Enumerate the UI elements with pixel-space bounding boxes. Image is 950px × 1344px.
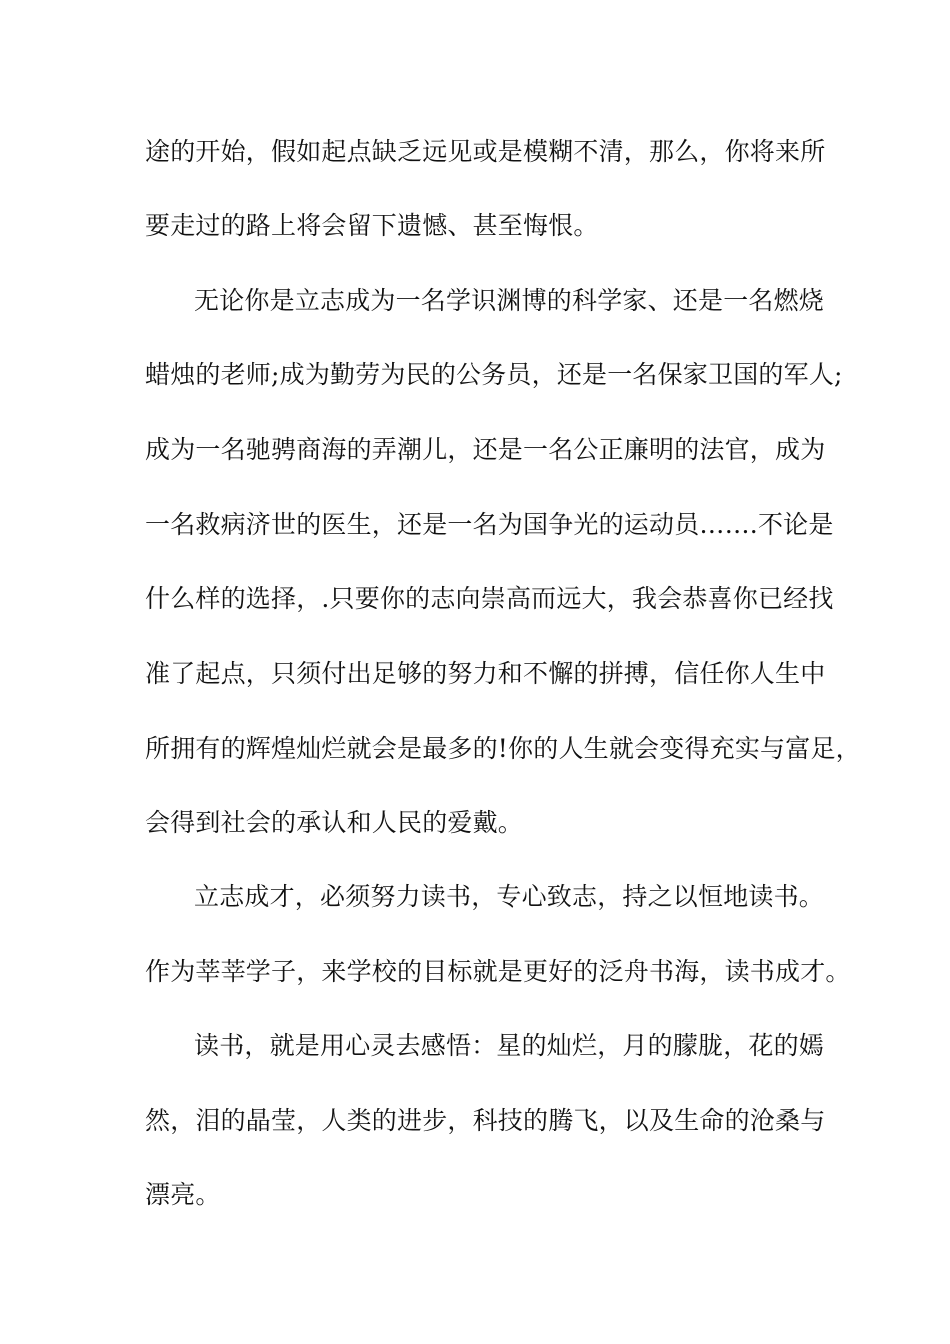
text-line-3: 无论你是立志成为一名学识渊博的科学家、还是一名燃烧 <box>194 286 825 315</box>
text-line-11: 立志成才，必须努力读书，专心致志，持之以恒地读书。 <box>194 882 825 911</box>
text-line-15: 漂亮。 <box>145 1180 221 1209</box>
text-line-12: 作为莘莘学子，来学校的目标就是更好的泛舟书海，读书成才。 <box>145 957 851 986</box>
text-line-5: 成为一名驰骋商海的弄潮儿，还是一名公正廉明的法官，成为 <box>145 435 826 464</box>
text-line-7: 什么样的选择，.只要你的志向崇高而远大，我会恭喜你已经找 <box>145 584 834 613</box>
text-line-8: 准了起点，只须付出足够的努力和不懈的拼搏，信任你人生中 <box>145 659 826 688</box>
text-line-10: 会得到社会的承认和人民的爱戴。 <box>145 808 524 837</box>
text-line-6: 一名救病济世的医生，还是一名为国争光的运动员…….不论是 <box>145 510 834 539</box>
text-line-2: 要走过的路上将会留下遗憾、甚至悔恨。 <box>145 211 599 240</box>
text-line-13: 读书，就是用心灵去感悟：星的灿烂，月的朦胧，花的嫣 <box>194 1031 825 1060</box>
text-line-9: 所拥有的辉煌灿烂就会是最多的!你的人生就会变得充实与富足， <box>145 734 861 763</box>
text-line-14: 然，泪的晶莹，人类的进步，科技的腾飞，以及生命的沧桑与 <box>145 1106 826 1135</box>
text-line-4: 蜡烛的老师;成为勤劳为民的公务员，还是一名保家卫国的军人; <box>145 360 843 389</box>
text-line-1: 途的开始，假如起点缺乏远见或是模糊不清，那么，你将来所 <box>145 137 826 166</box>
